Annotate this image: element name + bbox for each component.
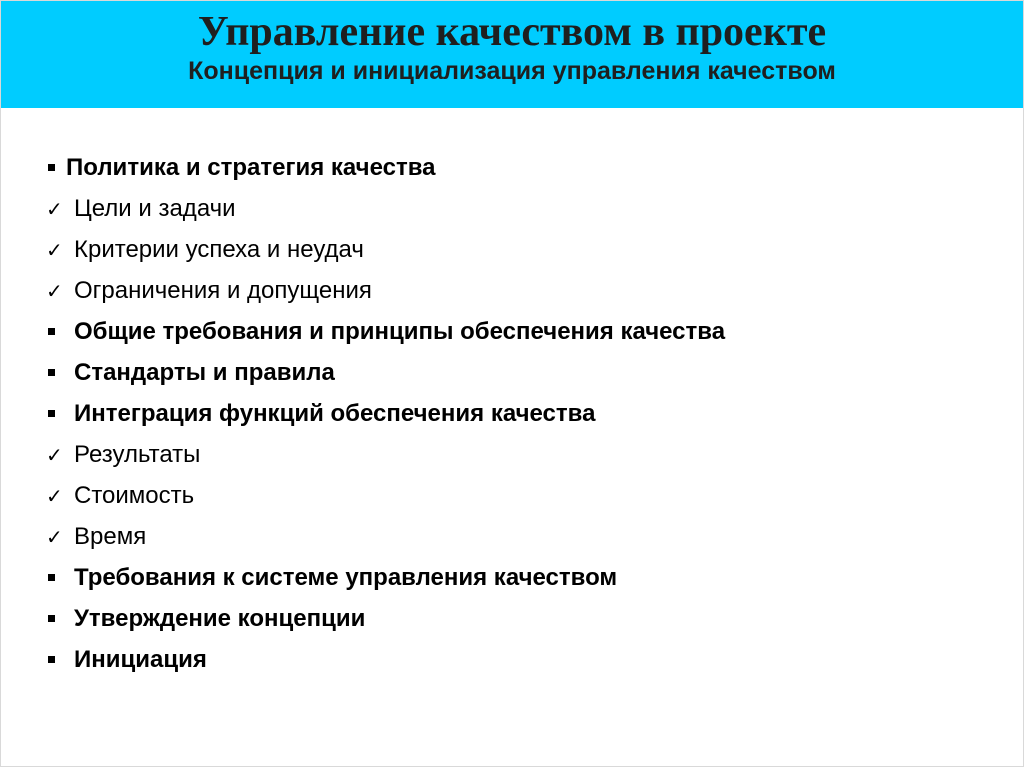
square-bullet-icon: [46, 393, 74, 434]
slide-subtitle: Концепция и инициализация управления качеством: [188, 57, 836, 85]
square-bullet-icon: [46, 147, 66, 188]
list-item: [46, 147, 986, 188]
square-bullet-icon: [46, 352, 74, 393]
list-item: [46, 393, 986, 434]
list-item: [46, 516, 986, 557]
list-item: [46, 352, 986, 393]
check-icon: ✓: [46, 279, 63, 303]
list-item: [46, 598, 986, 639]
check-icon: ✓: [46, 238, 63, 262]
list-item-text: Результаты: [74, 441, 201, 468]
list-item: [46, 188, 986, 229]
list-item-text: Утверждение концепции: [74, 605, 366, 632]
list-item-text: Время: [74, 523, 147, 550]
list-item-text: Цели и задачи: [74, 195, 236, 222]
slide-title: Управление качеством в проекте: [197, 9, 827, 55]
bullet-list: [46, 147, 986, 680]
square-bullet-icon: [46, 639, 74, 680]
list-item: [46, 557, 986, 598]
list-item: [46, 434, 986, 475]
list-item-text: Требования к системе управления качеством: [74, 564, 618, 591]
square-bullet-icon: [46, 311, 74, 352]
list-item: [46, 270, 986, 311]
check-icon: ✓: [46, 197, 63, 221]
list-item: [46, 229, 986, 270]
list-item-text: Инициация: [74, 646, 207, 673]
list-item: [46, 639, 986, 680]
list-item-text: Стандарты и правила: [74, 359, 335, 386]
slide-header: [0, 0, 1024, 108]
list-item-text: Критерии успеха и неудач: [74, 236, 364, 263]
square-bullet-icon: [46, 557, 74, 598]
list-item: [46, 475, 986, 516]
list-item: [46, 311, 986, 352]
list-item-text: Политика и стратегия качества: [66, 154, 436, 181]
list-item-text: Ограничения и допущения: [74, 277, 372, 304]
list-item-text: Стоимость: [74, 482, 195, 509]
check-icon: ✓: [46, 525, 63, 549]
check-icon: ✓: [46, 443, 63, 467]
square-bullet-icon: [46, 598, 74, 639]
list-item-text: Интеграция функций обеспечения качества: [74, 400, 596, 427]
check-icon: ✓: [46, 484, 63, 508]
list-item-text: Общие требования и принципы обеспечения качества: [74, 318, 726, 345]
